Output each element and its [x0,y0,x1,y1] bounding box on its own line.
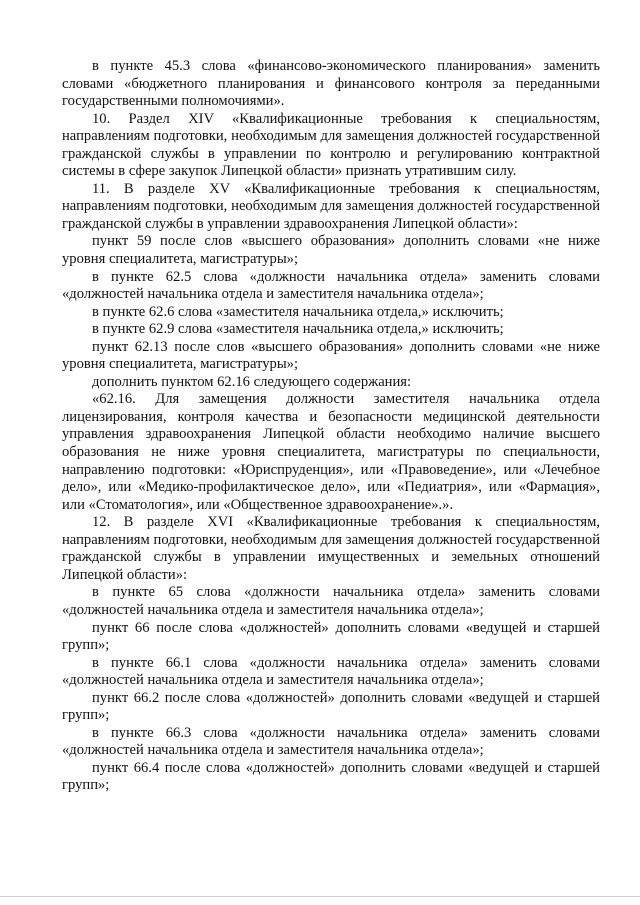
paragraph-item-66-3: в пункте 66.3 слова «должности начальника отдела» заменить словами «должностей начальника отдела и заместителя начальника отдела»; [62,724,600,759]
document-body [62,58,600,795]
paragraph-11-section-xv: 11. В разделе XV «Квалификационные требования к специальностям, направлениям подготовки, необходимым для замещения должностей государственной гражданской службы в управлении здравоохранения Липецкой области»: [62,180,600,232]
paragraph-12-section-xvi: 12. В разделе XVI «Квалификационные требования к специальностям, направлениям подготовки, необходимым для замещения должностей государственной гражданской службы в управлении имущественных и земельных отношений Липецкой области»: [62,514,600,583]
paragraph-item-65: в пункте 65 слова «должности начальника отдела» заменить словами «должностей начальника отдела и заместителя начальника отдела»; [62,584,600,618]
paragraph-item-66-4: пункт 66.4 после слова «должностей» дополнить словами «ведущей и старшей групп»; [62,759,600,794]
paragraph-item-62-9: в пункте 62.9 слова «заместителя начальника отдела,» исключить; [92,321,504,338]
paragraph-item-62-13: пункт 62.13 после слов «высшего образования» дополнить словами «не ниже уровня специалитета, магистратуры»; [62,338,600,373]
paragraph-add-62-16: дополнить пунктом 62.16 следующего содержания: [92,373,412,390]
paragraph-item-59: пункт 59 после слов «высшего образования» дополнить словами «не ниже уровня специалитета, магистратуры»; [62,233,600,268]
paragraph-item-62-16-text: «62.16. Для замещения должности заместителя начальника отдела лицензирования, контроля качества и безопасности медицинской деятельности управления здравоохранения Липецкой области необходимо наличие высшего образования не ниже уровня специалитета, магистратуры по специальности, направлению подготовки: «Юриспруденция», или «Правоведение», или «Лечебное дело», или «Медико-профилактическое дело», или «Педиатрия», или «Фармация», или «Стоматология», или «Общественное здравоохранение».». [62,391,600,513]
paragraph-item-66: пункт 66 после слова «должностей» дополнить словами «ведущей и старшей групп»; [62,619,600,654]
paragraph-item-45-3: в пункте 45.3 слова «финансово-экономического планирования» заменить словами «бюджетного планирования и финансового контроля за переданными государственными полномочиями». [62,58,600,110]
paragraph-item-66-2: пункт 66.2 после слова «должностей» дополнить словами «ведущей и старшей групп»; [62,689,600,724]
paragraph-10-section-xiv: 10. Раздел XIV «Квалификационные требования к специальностям, направлениям подготовки, необходимым для замещения должностей государственной гражданской службы в управлении по контролю и регулированию контрактной системы в сфере закупок Липецкой области» признать утратившим силу. [62,110,600,180]
paragraph-item-62-6: в пункте 62.6 слова «заместителя начальника отдела,» исключить; [92,303,504,320]
paragraph-item-66-1: в пункте 66.1 слова «должности начальника отдела» заменить словами «должностей начальника отдела и заместителя начальника отдела»; [62,654,600,689]
page-bottom-divider [0,896,640,897]
paragraph-item-62-5: в пункте 62.5 слова «должности начальника отдела» заменить словами «должностей начальника отдела и заместителя начальника отдела»; [62,268,600,303]
